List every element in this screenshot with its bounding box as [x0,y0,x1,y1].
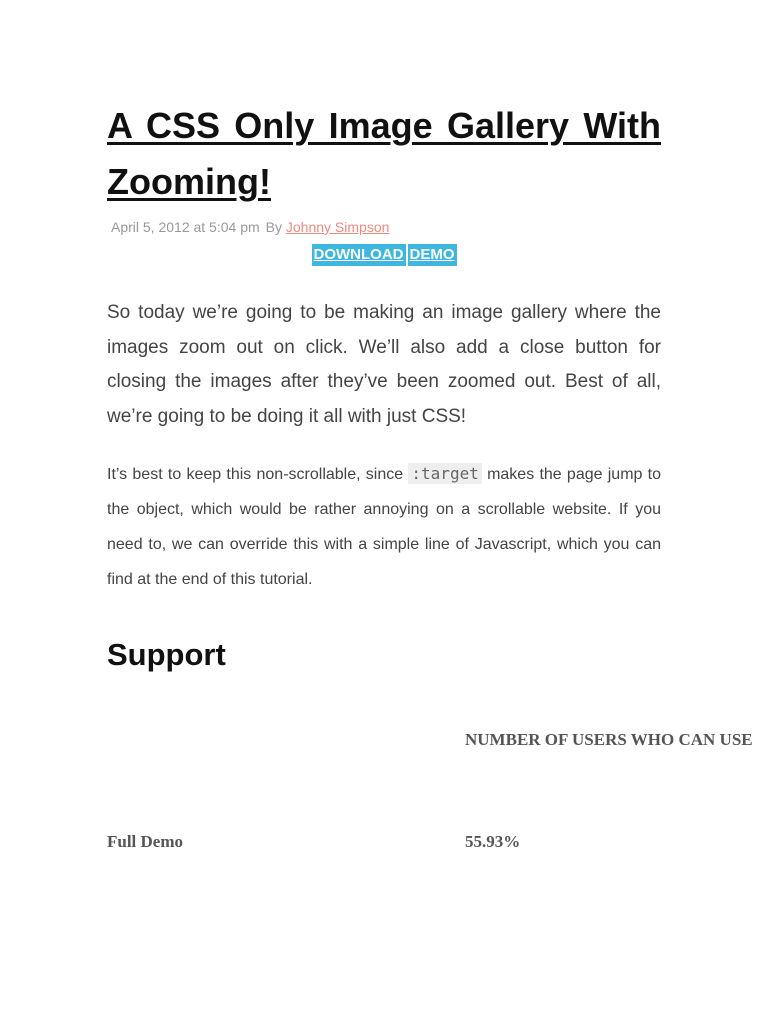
support-table [107,730,768,856]
table-header-row [107,730,768,754]
target-code: :target [408,463,481,484]
intro-paragraph: So today we’re going to be making an image gallery where the images zoom out on click. We’ll also add a close button for closing the images after they’ve been zoomed out. Best of all, we’re going to be doing it all with just CSS! [107,302,661,427]
by-label: By [265,219,282,235]
support-heading: Support [107,637,226,672]
article-title: A CSS Only Image Gallery With Zooming! [107,105,661,202]
download-button[interactable]: DOWNLOAD [312,244,406,266]
table-row [107,832,768,856]
table-cell-feature: Full Demo [107,832,184,851]
post-date: April 5, 2012 at 5:04 pm [111,219,260,235]
scroll-note-paragraph [107,456,661,597]
demo-button[interactable]: DEMO [408,244,457,266]
table-header-cell: NUMBER OF USERS WHO CAN USE [465,730,753,749]
article-meta [107,218,661,236]
table-cell-percentage: 55.93% [465,832,521,851]
article [107,98,661,675]
note-text-after: makes the page jump to the object, which would be rather annoying on a scrollable website. If you need to, we can override this with a simple line of Javascript, which you can find at the end of this tutorial. [107,466,662,588]
author-link[interactable]: Johnny Simpson [285,219,390,235]
note-text-before: It’s best to keep this non-scrollable, since [107,466,409,483]
action-buttons [107,244,661,266]
